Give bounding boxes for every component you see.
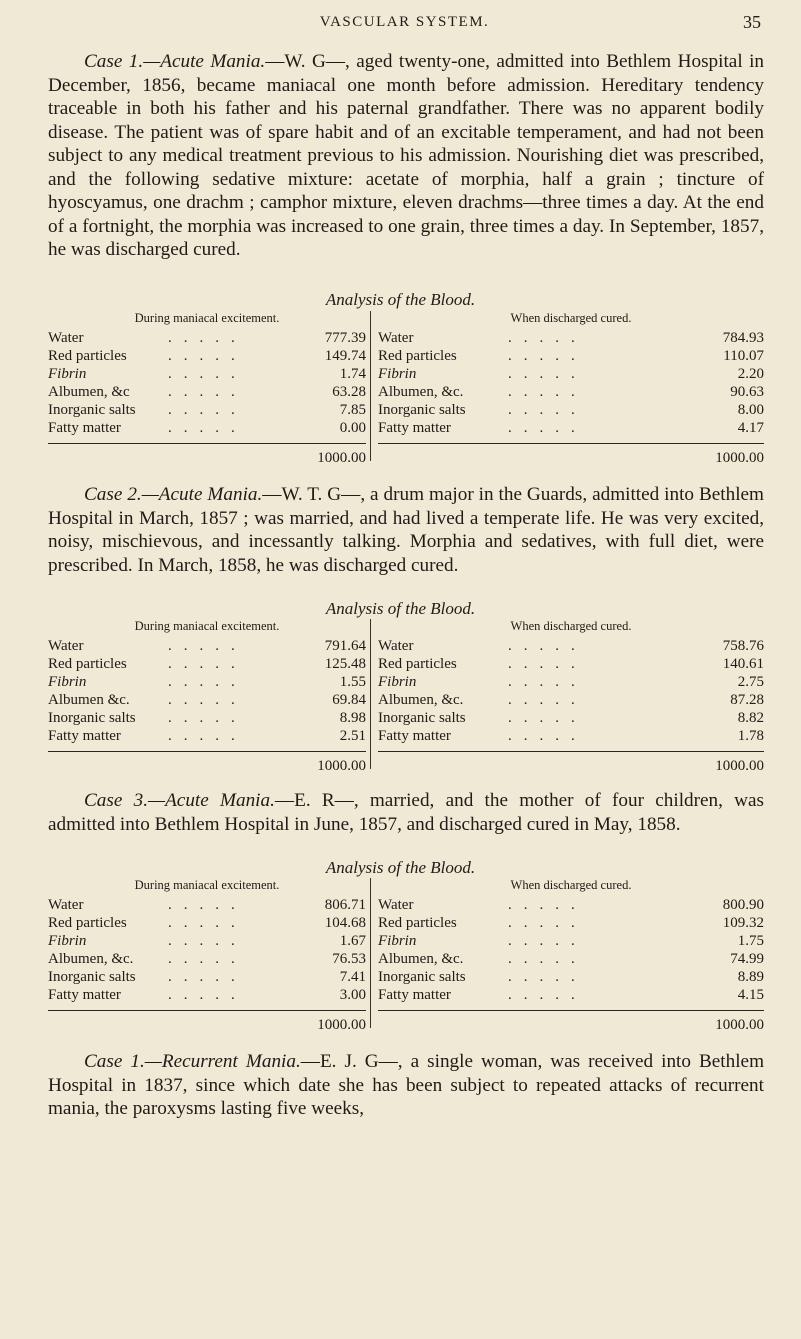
right-column <box>378 311 764 468</box>
component-value: 3.00 <box>339 987 366 1003</box>
leader-dots: ..... <box>508 420 587 436</box>
component-value: 110.07 <box>723 348 764 364</box>
case-label: Case 1. <box>84 51 144 72</box>
case-2-blood-table <box>48 619 764 774</box>
table-row <box>48 401 366 419</box>
total-rule <box>378 1010 764 1011</box>
table-row <box>378 950 764 968</box>
table-row <box>378 932 764 950</box>
case-2-paragraph <box>48 483 764 577</box>
leader-dots: ..... <box>508 987 587 1003</box>
table-row <box>378 329 764 347</box>
table-row <box>48 896 366 914</box>
component-value: 1.74 <box>339 366 366 382</box>
leader-dots: ..... <box>508 969 587 985</box>
table-row <box>48 727 366 745</box>
table-row <box>48 691 366 709</box>
total-value: 1000.00 <box>317 450 366 466</box>
component-label: Red particles <box>48 656 127 672</box>
column-heading: During maniacal excitement. <box>134 311 280 325</box>
component-label: Red particles <box>378 915 457 931</box>
case-1-blood-table <box>48 311 764 466</box>
component-label: Red particles <box>378 348 457 364</box>
component-label: Albumen, &c. <box>48 951 134 967</box>
total-rule <box>48 443 366 444</box>
leader-dots: ..... <box>168 330 247 346</box>
component-value: 8.98 <box>339 710 366 726</box>
leader-dots: ..... <box>168 674 247 690</box>
case-title: —Acute Mania. <box>148 790 275 811</box>
table-row <box>378 914 764 932</box>
column-divider <box>370 311 371 461</box>
leader-dots: ..... <box>168 969 247 985</box>
leader-dots: ..... <box>168 348 247 364</box>
component-value: 4.17 <box>737 420 764 436</box>
component-label: Water <box>378 638 414 654</box>
leader-dots: ..... <box>168 987 247 1003</box>
leader-dots: ..... <box>168 692 247 708</box>
case-3-analysis-title: Analysis of the Blood. <box>325 858 476 877</box>
case-title: —Acute Mania. <box>143 51 266 72</box>
component-value: 1.67 <box>339 933 366 949</box>
total-value: 1000.00 <box>715 450 764 466</box>
leader-dots: ..... <box>168 366 247 382</box>
case-label: Case 2. <box>84 484 142 505</box>
component-label: Water <box>378 330 414 346</box>
right-column <box>378 619 764 776</box>
component-value: 2.51 <box>339 728 366 744</box>
component-label: Fatty matter <box>48 420 121 436</box>
leader-dots: ..... <box>508 692 587 708</box>
table-row <box>48 383 366 401</box>
component-value: 8.89 <box>737 969 764 985</box>
column-heading: When discharged cured. <box>510 878 632 892</box>
table-row <box>378 727 764 745</box>
component-label: Inorganic salts <box>48 969 136 985</box>
component-label: Albumen, &c. <box>378 692 464 708</box>
component-label: Fibrin <box>48 366 87 382</box>
component-label: Fibrin <box>378 366 417 382</box>
component-value: 2.20 <box>737 366 764 382</box>
case-title: —Recurrent Mania. <box>144 1051 301 1072</box>
component-value: 1.75 <box>737 933 764 949</box>
running-title: VASCULAR SYSTEM. <box>319 14 490 30</box>
case-text: —W. G—, aged twenty-one, admitted into Bethlem Hospital in December, 1856, became maniacal one month before admission. Hereditary tendency traceable in both his father and his paternal grandfather. There was no apparent bodily disease. The patient was of spare habit and of an excitable temperament, and had not been subject to any medical treatment previous to his admission. Nourishing diet was prescribed, and the following sedative mixture: acetate of morphia, half a grain ; tincture of hyoscyamus, one drachm ; camphor mixture, eleven drachms—three times a day. At the end of a fortnight, the morphia was increased to one grain, three times a day. In September, 1857, he was discharged cured. <box>48 51 764 260</box>
component-value: 791.64 <box>324 638 366 654</box>
table-row <box>378 896 764 914</box>
component-label: Fibrin <box>48 674 87 690</box>
table-row <box>378 383 764 401</box>
component-value: 7.85 <box>339 402 366 418</box>
leader-dots: ..... <box>168 402 247 418</box>
total-value: 1000.00 <box>715 758 764 774</box>
component-value: 8.82 <box>737 710 764 726</box>
table-row <box>48 914 366 932</box>
table-row <box>48 329 366 347</box>
component-value: 90.63 <box>730 384 764 400</box>
leader-dots: ..... <box>168 656 247 672</box>
column-heading: During maniacal excitement. <box>134 619 280 633</box>
component-label: Inorganic salts <box>378 402 466 418</box>
component-label: Inorganic salts <box>378 969 466 985</box>
component-label: Albumen, &c. <box>378 951 464 967</box>
leader-dots: ..... <box>168 420 247 436</box>
total-rule <box>378 751 764 752</box>
table-row <box>378 419 764 437</box>
table-row <box>378 968 764 986</box>
leader-dots: ..... <box>508 915 587 931</box>
left-column <box>48 878 366 1035</box>
component-label: Fibrin <box>378 674 417 690</box>
column-heading: During maniacal excitement. <box>134 878 280 892</box>
table-row <box>48 986 366 1004</box>
component-label: Inorganic salts <box>48 710 136 726</box>
case-text: —E. R—, married, and the mother of four children, was admitted into Bethlem Hospital in June, 1857, and discharged cured in May, 1858. <box>48 790 764 835</box>
total-rule <box>48 751 366 752</box>
component-value: 2.75 <box>737 674 764 690</box>
component-label: Water <box>48 897 84 913</box>
component-value: 74.99 <box>730 951 764 967</box>
component-label: Water <box>48 330 84 346</box>
component-label: Fatty matter <box>48 987 121 1003</box>
total-value: 1000.00 <box>715 1017 764 1033</box>
component-label: Albumen, &c. <box>378 384 464 400</box>
table-row <box>48 950 366 968</box>
table-row <box>378 986 764 1004</box>
leader-dots: ..... <box>168 638 247 654</box>
case-1-analysis-title: Analysis of the Blood. <box>325 290 476 309</box>
case-2-analysis-title: Analysis of the Blood. <box>325 599 476 618</box>
table-row <box>378 709 764 727</box>
leader-dots: ..... <box>508 402 587 418</box>
component-value: 777.39 <box>324 330 366 346</box>
component-label: Water <box>378 897 414 913</box>
component-label: Inorganic salts <box>378 710 466 726</box>
total-rule <box>378 443 764 444</box>
component-label: Fatty matter <box>378 728 451 744</box>
component-value: 8.00 <box>737 402 764 418</box>
case-label: Case 1. <box>84 1051 145 1072</box>
component-value: 800.90 <box>722 897 764 913</box>
component-value: 63.28 <box>332 384 366 400</box>
leader-dots: ..... <box>508 348 587 364</box>
table-row <box>48 932 366 950</box>
leader-dots: ..... <box>508 330 587 346</box>
table-row <box>378 673 764 691</box>
total-rule <box>48 1010 366 1011</box>
table-row <box>378 691 764 709</box>
component-label: Red particles <box>378 656 457 672</box>
leader-dots: ..... <box>508 384 587 400</box>
column-heading: When discharged cured. <box>510 311 632 325</box>
table-row <box>378 365 764 383</box>
leader-dots: ..... <box>168 897 247 913</box>
table-row <box>48 637 366 655</box>
case-text: —W. T. G—, a drum major in the Guards, admitted into Bethlem Hospital in March, 1857 ; was married, and had lived a temperate life. He was very excited, noisy, mischievous, and incessantly talking. Morphia and sedatives, with full diet, were prescribed. In March, 1858, he was discharged cured. <box>48 484 764 576</box>
case-title: —Acute Mania. <box>141 484 263 505</box>
table-row <box>48 968 366 986</box>
table-row <box>48 655 366 673</box>
component-label: Fatty matter <box>378 420 451 436</box>
column-heading: When discharged cured. <box>510 619 632 633</box>
left-column <box>48 311 366 468</box>
component-value: 7.41 <box>339 969 366 985</box>
leader-dots: ..... <box>508 656 587 672</box>
table-row <box>48 347 366 365</box>
column-divider <box>370 619 371 769</box>
component-value: 806.71 <box>324 897 366 913</box>
component-label: Red particles <box>48 348 127 364</box>
leader-dots: ..... <box>508 366 587 382</box>
case-1-paragraph <box>48 50 764 262</box>
component-value: 784.93 <box>722 330 764 346</box>
page-number: 35 <box>743 12 761 32</box>
component-label: Fatty matter <box>378 987 451 1003</box>
component-value: 758.76 <box>722 638 764 654</box>
case-text: —E. J. G—, a single woman, was received into Bethlem Hospital in 1837, since which date she has been subject to repeated attacks of recurrent mania, the paroxysms lasting five weeks, <box>48 1051 764 1119</box>
leader-dots: ..... <box>508 638 587 654</box>
component-value: 69.84 <box>332 692 366 708</box>
leader-dots: ..... <box>168 933 247 949</box>
table-row <box>48 365 366 383</box>
component-value: 109.32 <box>722 915 764 931</box>
component-value: 1.78 <box>737 728 764 744</box>
case-3-blood-table <box>48 878 764 1033</box>
table-row <box>378 655 764 673</box>
table-row <box>378 347 764 365</box>
component-value: 4.15 <box>737 987 764 1003</box>
total-value: 1000.00 <box>317 1017 366 1033</box>
component-label: Fibrin <box>378 933 417 949</box>
leader-dots: ..... <box>508 933 587 949</box>
leader-dots: ..... <box>508 674 587 690</box>
component-label: Fatty matter <box>48 728 121 744</box>
component-value: 0.00 <box>339 420 366 436</box>
leader-dots: ..... <box>168 951 247 967</box>
leader-dots: ..... <box>508 728 587 744</box>
leader-dots: ..... <box>508 897 587 913</box>
table-row <box>48 419 366 437</box>
component-label: Water <box>48 638 84 654</box>
case-label: Case 3. <box>84 790 149 811</box>
component-value: 140.61 <box>722 656 764 672</box>
component-label: Albumen, &c <box>48 384 130 400</box>
page-header <box>48 14 761 40</box>
table-row <box>48 709 366 727</box>
component-value: 1.55 <box>339 674 366 690</box>
leader-dots: ..... <box>508 951 587 967</box>
component-value: 149.74 <box>324 348 366 364</box>
component-value: 104.68 <box>324 915 366 931</box>
left-column <box>48 619 366 776</box>
component-value: 125.48 <box>324 656 366 672</box>
leader-dots: ..... <box>168 384 247 400</box>
table-row <box>48 673 366 691</box>
right-column <box>378 878 764 1035</box>
component-value: 76.53 <box>332 951 366 967</box>
leader-dots: ..... <box>168 915 247 931</box>
case-3-paragraph <box>48 789 764 836</box>
leader-dots: ..... <box>168 710 247 726</box>
component-label: Red particles <box>48 915 127 931</box>
component-value: 87.28 <box>730 692 764 708</box>
table-row <box>378 637 764 655</box>
column-divider <box>370 878 371 1028</box>
component-label: Inorganic salts <box>48 402 136 418</box>
component-label: Albumen &c. <box>48 692 130 708</box>
leader-dots: ..... <box>168 728 247 744</box>
total-value: 1000.00 <box>317 758 366 774</box>
table-row <box>378 401 764 419</box>
leader-dots: ..... <box>508 710 587 726</box>
component-label: Fibrin <box>48 933 87 949</box>
recurrent-case-paragraph <box>48 1050 764 1121</box>
